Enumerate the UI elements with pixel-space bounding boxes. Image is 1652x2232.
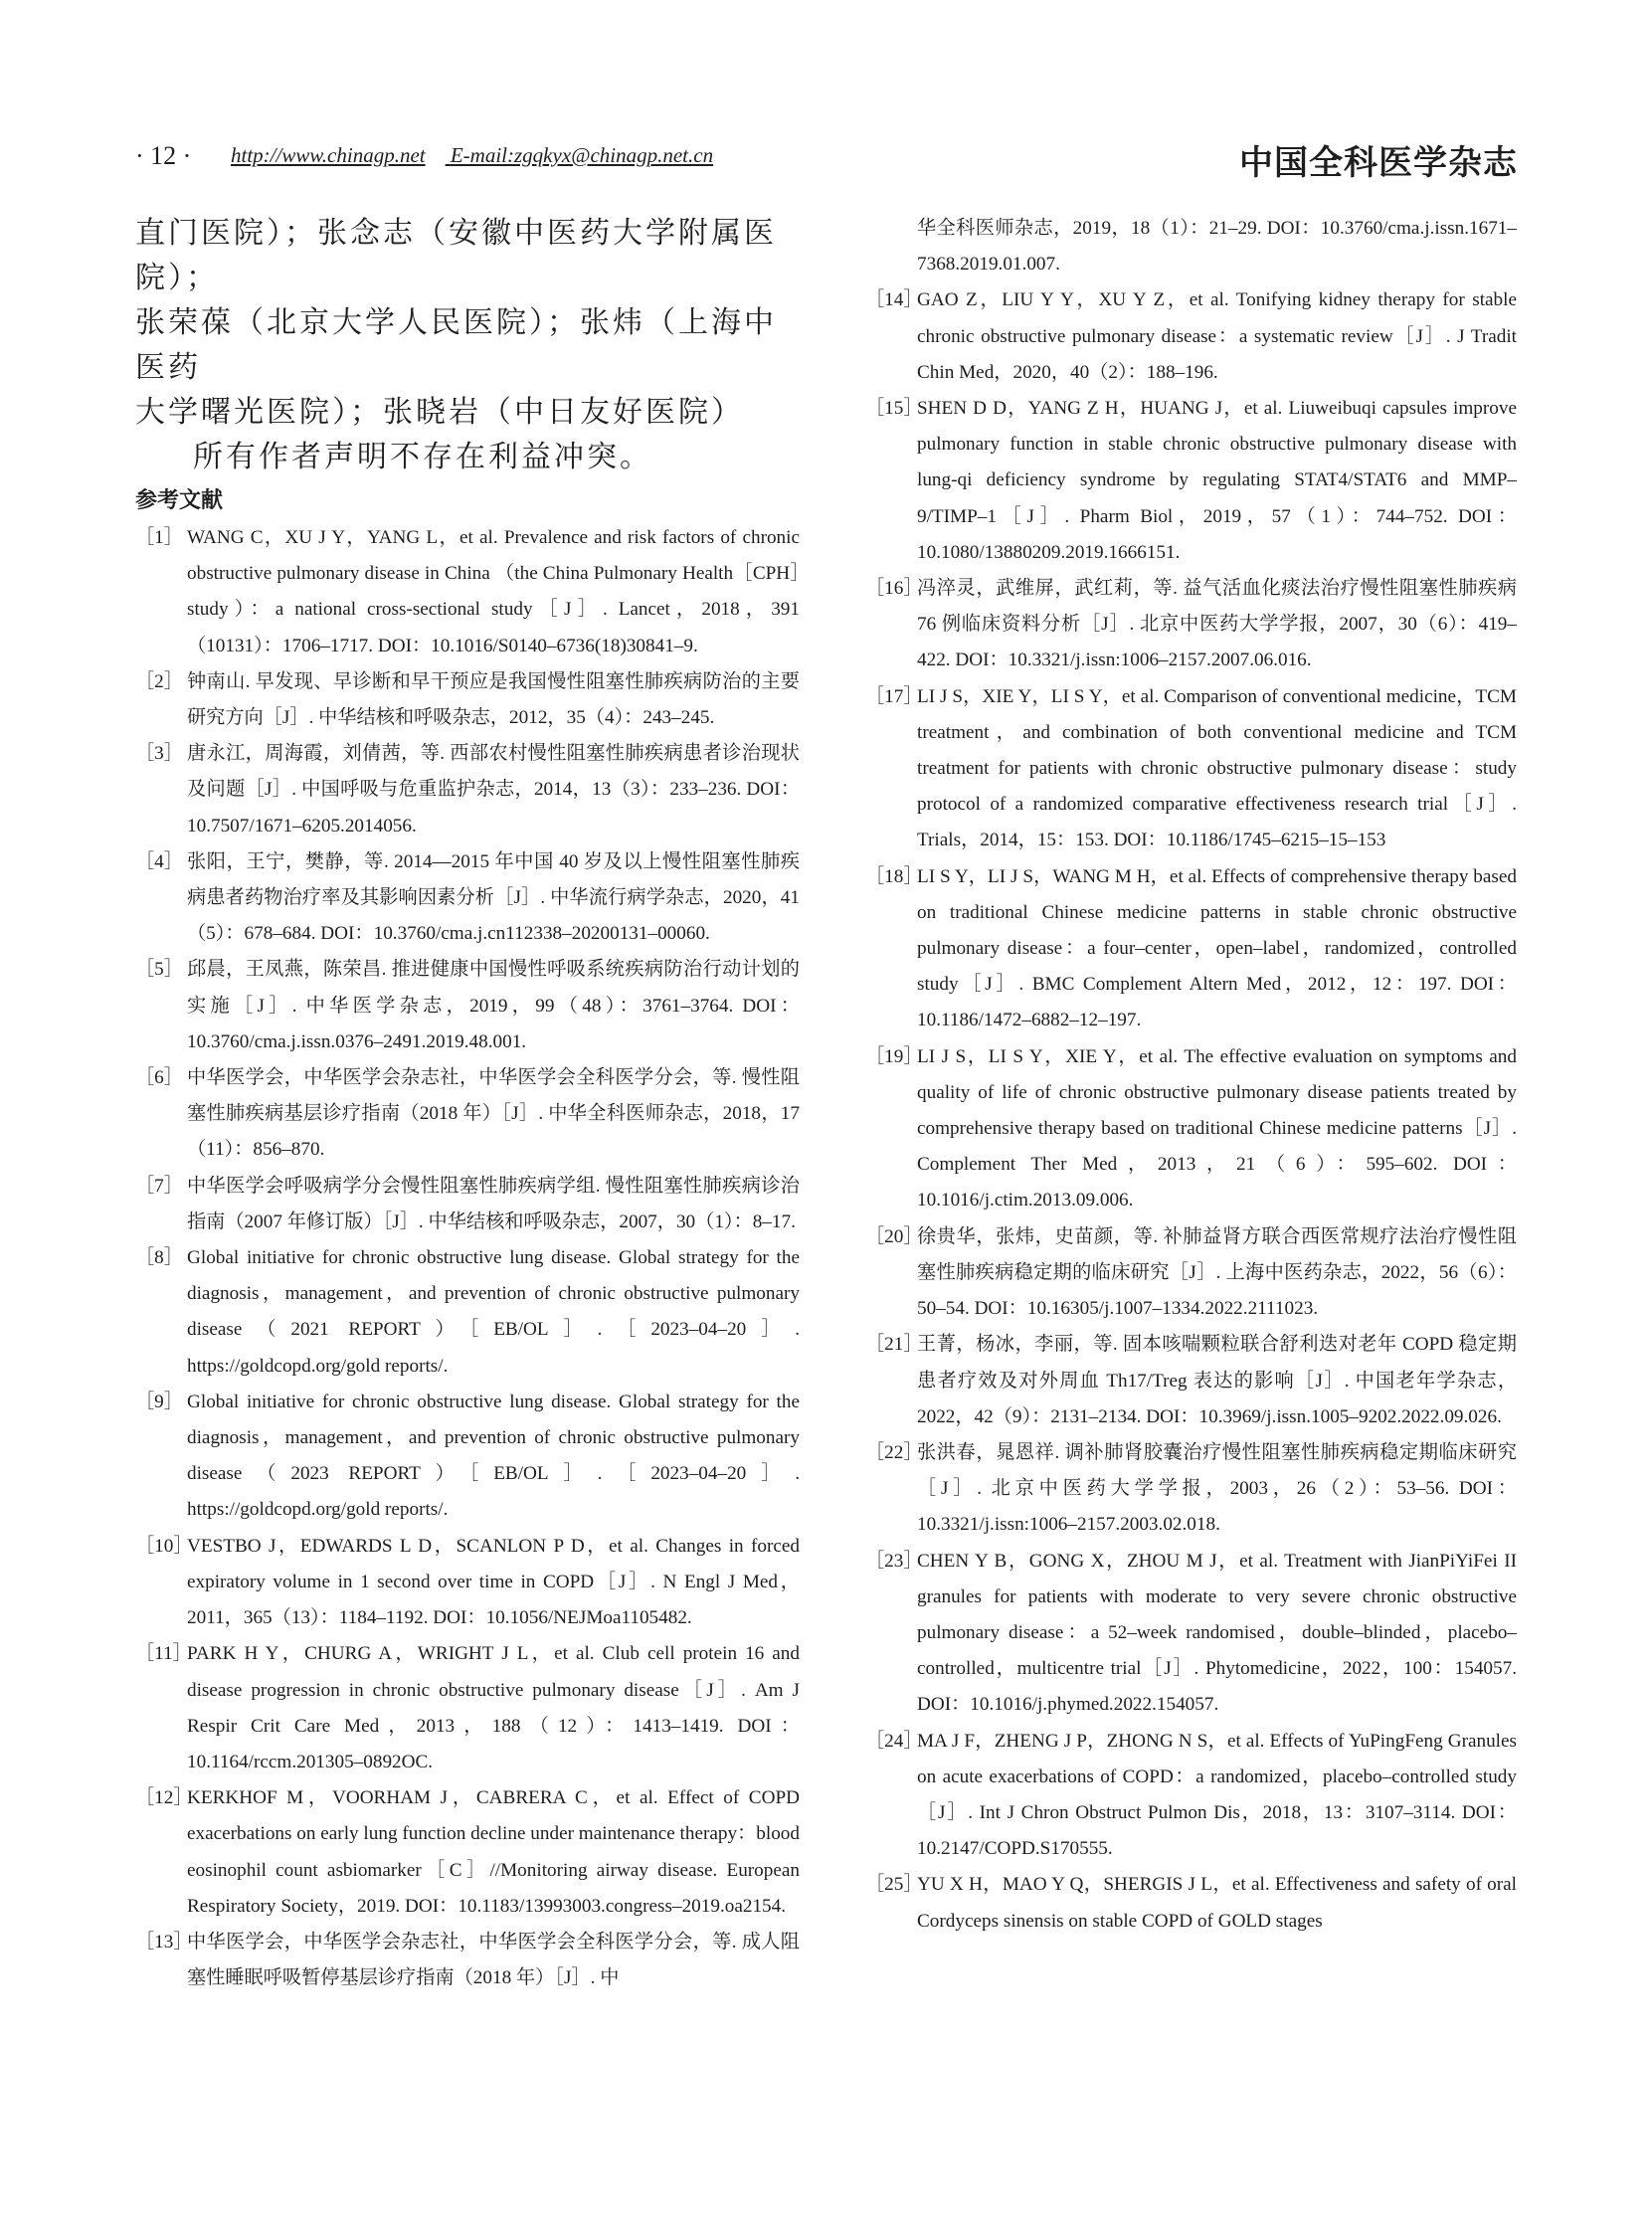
journal-email-link[interactable]: E-mail:zgqkyx@chinagp.net.cn — [450, 143, 714, 167]
reference-item — [865, 1327, 1517, 1435]
reference-item — [135, 1925, 800, 1996]
reference-number: ［6］ — [135, 1067, 183, 1089]
reference-item — [865, 282, 1517, 391]
reference-text: 中华医学会呼吸病学分会慢性阻塞性肺疾病学组. 慢性阻塞性肺疾病诊治指南（2007 年修订版）［J］. 中华结核和呼吸杂志，2007，30（1）：8–17. — [187, 1175, 800, 1232]
body-line: 张荣葆（北京大学人民医院）；张炜（上海中医药 — [135, 305, 777, 385]
reference-number: ［23］ — [865, 1550, 923, 1572]
reference-list-left — [135, 520, 800, 1996]
reference-text: LI J S，LI S Y，XIE Y，et al. The effective evaluation on symptoms and quality of life of chronic obstructive pulmonary disease patients treated by comprehensive therapy based on traditional Chinese medicine patterns［J］. Complement Ther Med，2013，21（6）：595–602. DOI：10.1016/j.ctim.2013.09.006. — [917, 1045, 1517, 1211]
reference-text: GAO Z，LIU Y Y，XU Y Z，et al. Tonifying kidney therapy for stable chronic obstructive pulmonary disease：a systematic review［J］. J Tradit Chin Med，2020，40（2）：188–196. — [917, 289, 1517, 383]
reference-text: SHEN D D，YANG Z H，HUANG J，et al. Liuweibuqi capsules improve pulmonary function in stable chronic obstructive pulmonary disease with lung-qi deficiency syndrome by regulating STAT4/STAT6 and MMP–9/TIMP–1［J］. Pharm Biol，2019，57（1）：744–752. DOI：10.1080/13880209.2019.1666151. — [917, 398, 1517, 563]
reference-number: ［4］ — [135, 850, 183, 872]
reference-number: ［11］ — [135, 1643, 192, 1665]
reference-number: ［13］ — [135, 1931, 193, 1953]
reference-number: ［20］ — [865, 1225, 923, 1247]
reference-item — [135, 1240, 800, 1385]
reference-list-right — [865, 282, 1517, 1939]
reference-text: 王菁，杨冰，李丽，等. 固本咳喘颗粒联合舒利迭对老年 COPD 稳定期患者疗效及对外周血 Th17/Treg 表达的影响［J］. 中国老年学杂志，2022，42（9）：2131–2134. DOI：10.3969/j.issn.1005–9202.2022.09.026. — [917, 1334, 1517, 1427]
body-paragraph — [135, 211, 800, 479]
reference-text: VESTBO J，EDWARDS L D，SCANLON P D，et al. Changes in forced expiratory volume in 1 second over time in COPD［J］. N Engl J Med，2011，365（13）：1184–1192. DOI：10.1056/NEJMoa1105482. — [187, 1535, 800, 1629]
reference-item — [865, 391, 1517, 571]
reference-text: WANG C，XU J Y，YANG L，et al. Prevalence and risk factors of chronic obstructive pulmonary disease in China （the China Pulmonary Health［CPH］study）：a national cross-sectional study［J］. Lancet，2018，391（10131）：1706–1717. DOI：10.1016/S0140–6736(18)30841–9. — [187, 527, 800, 656]
reference-number: ［18］ — [865, 865, 923, 887]
reference-continuation: 华全科医师杂志，2019，18（1）：21–29. DOI：10.3760/cma.j.issn.1671–7368.2019.01.007. — [917, 218, 1517, 276]
reference-number: ［5］ — [135, 959, 183, 981]
reference-item — [135, 952, 800, 1060]
reference-text: 唐永江，周海霞，刘倩茜，等. 西部农村慢性阻塞性肺疾病患者诊治现状及问题［J］. 中国呼吸与危重监护杂志，2014，13（3）：233–236. DOI：10.7507/1671–6205.2014056. — [187, 743, 801, 837]
reference-text: 冯淬灵，武维屏，武红莉，等. 益气活血化痰法治疗慢性阻塞性肺疾病 76 例临床资料分析［J］. 北京中医药大学学报，2007，30（6）：419–422. DOI：10.3321/j.issn:1006–2157.2007.06.016. — [917, 578, 1517, 671]
reference-number: ［8］ — [135, 1247, 183, 1269]
reference-number: ［16］ — [865, 578, 923, 600]
reference-text: 中华医学会，中华医学会杂志社，中华医学会全科医学分会，等. 成人阻塞性睡眠呼吸暂停基层诊疗指南（2018 年）［J］. 中 — [187, 1931, 800, 1989]
reference-number: ［10］ — [135, 1535, 193, 1557]
reference-item — [865, 1039, 1517, 1219]
reference-text: KERKHOF M，VOORHAM J，CABRERA C，et al. Effect of COPD exacerbations on early lung function decline under maintenance therapy：blood eosinophil count asbiomarker［C］//Monitoring airway disease. European Respiratory Society，2019. DOI：10.1183/13993003.congress–2019.oa2154. — [187, 1787, 800, 1917]
reference-number: ［7］ — [135, 1175, 183, 1197]
body-line: 直门医院）；张念志（安徽中医药大学附属医院）； — [135, 216, 777, 295]
reference-item — [865, 1544, 1517, 1724]
page-number: · 12 · — [135, 141, 192, 170]
reference-number: ［17］ — [865, 685, 923, 707]
body-line: 大学曙光医院）；张晓岩（中日友好医院） — [135, 395, 744, 430]
reference-number: ［3］ — [135, 743, 183, 765]
reference-item — [865, 1867, 1517, 1939]
reference-number: ［9］ — [135, 1391, 183, 1412]
reference-item — [865, 571, 1517, 679]
right-column — [865, 211, 1517, 1940]
reference-number: ［2］ — [135, 670, 183, 692]
left-column — [135, 211, 800, 1996]
reference-item — [135, 1169, 800, 1240]
reference-item — [865, 1724, 1517, 1868]
page-header — [135, 135, 1518, 185]
reference-item — [135, 1780, 800, 1925]
reference-text: 张阳，王宁，樊静，等. 2014—2015 年中国 40 岁及以上慢性阻塞性肺疾病患者药物治疗率及其影响因素分析［J］. 中华流行病学杂志，2020，41（5）：678–684. DOI：10.3760/cma.j.cn112338–20200131–00060. — [187, 850, 800, 945]
reference-item — [135, 1385, 800, 1529]
reference-item — [135, 664, 800, 736]
reference-number: ［24］ — [865, 1730, 923, 1752]
reference-item — [135, 736, 800, 844]
journal-url-link[interactable]: http://www.chinagp.net — [231, 143, 426, 167]
header-links — [231, 143, 733, 168]
references-heading: 参考文献 — [135, 488, 224, 513]
reference-text: 中华医学会，中华医学会杂志社，中华医学会全科医学分会，等. 慢性阻塞性肺疾病基层诊疗指南（2018 年）［J］. 中华全科医师杂志，2018，17（11）：856–870. — [187, 1067, 800, 1161]
reference-item — [865, 679, 1517, 859]
reference-number: ［25］ — [865, 1874, 923, 1896]
reference-text: MA J F，ZHENG J P，ZHONG N S，et al. Effects of YuPingFeng Granules on acute exacerbations of COPD：a randomized，placebo–controlled study［J］. Int J Chron Obstruct Pulmon Dis，2018，13：3107–3114. DOI：10.2147/COPD.S170555. — [917, 1730, 1517, 1860]
reference-text: LI S Y，LI J S，WANG M H，et al. Effects of comprehensive therapy based on traditional Chinese medicine patterns in stable chronic obstructive pulmonary disease：a four–center，open–label，randomized，controlled study［J］. BMC Complement Altern Med，2012，12：197. DOI：10.1186/1472–6882–12–197. — [917, 865, 1517, 1031]
reference-text: Global initiative for chronic obstructive lung disease. Global strategy for the diagnosis，management，and prevention of chronic obstructive pulmonary disease（2023 REPORT）［EB/OL］.［2023–04–20］. https://goldcopd.org/gold reports/. — [187, 1391, 800, 1521]
reference-item — [135, 520, 800, 664]
reference-text: CHEN Y B，GONG X，ZHOU M J，et al. Treatment with JianPiYiFei II granules for patients with moderate to very severe chronic obstructive pulmonary disease：a 52–week randomised，double–blinded，placebo–controlled，multicentre trial［J］. Phytomedicine，2022，100：154057. DOI：10.1016/j.phymed.2022.154057. — [917, 1550, 1517, 1716]
reference-number: ［22］ — [865, 1441, 923, 1463]
reference-text: LI J S，XIE Y，LI S Y，et al. Comparison of conventional medicine，TCM treatment，and combination of both conventional medicine and TCM treatment for patients with chronic obstructive pulmonary disease：study protocol of a randomized comparative effectiveness research trial［J］. Trials，2014，15：153. DOI：10.1186/1745–6215–15–153 — [917, 685, 1517, 851]
reference-text: 徐贵华，张炜，史苗颜，等. 补肺益肾方联合西医常规疗法治疗慢性阻塞性肺疾病稳定期的临床研究［J］. 上海中医药杂志，2022，56（6）：50–54. DOI：10.16305/j.1007–1334.2022.2111023. — [917, 1225, 1517, 1320]
reference-item — [135, 844, 800, 953]
reference-number: ［21］ — [865, 1334, 923, 1356]
conflict-statement: 所有作者声明不存在利益冲突。 — [193, 440, 652, 474]
reference-text: PARK H Y，CHURG A，WRIGHT J L，et al. Club cell protein 16 and disease progression in chronic obstructive pulmonary disease［J］. Am J Respir Crit Care Med，2013，188（12）：1413–1419. DOI：10.1164/rccm.201305–0892OC. — [187, 1643, 800, 1772]
journal-name: 中国全科医学杂志 — [1239, 143, 1518, 183]
reference-text: YU X H，MAO Y Q，SHERGIS J L，et al. Effectiveness and safety of oral Cordyceps sinensis on stable COPD of GOLD stages — [917, 1874, 1517, 1932]
reference-text: 张洪春，晁恩祥. 调补肺肾胶囊治疗慢性阻塞性肺疾病稳定期临床研究［J］. 北京中医药大学学报，2003，26（2）：53–56. DOI：10.3321/j.issn:1006–2157.2003.02.018. — [917, 1441, 1517, 1536]
reference-number: ［1］ — [135, 527, 183, 548]
reference-item — [135, 1060, 800, 1169]
reference-text: 钟南山. 早发现、早诊断和早干预应是我国慢性阻塞性肺疾病防治的主要研究方向［J］. 中华结核和呼吸杂志，2012，35（4）：243–245. — [187, 670, 800, 729]
reference-number: ［15］ — [865, 398, 923, 420]
reference-number: ［19］ — [865, 1045, 923, 1067]
reference-item — [865, 1435, 1517, 1544]
reference-item — [135, 1529, 800, 1637]
reference-number: ［12］ — [135, 1787, 193, 1809]
reference-number: ［14］ — [865, 289, 923, 311]
reference-text: 邱晨，王凤燕，陈荣昌. 推进健康中国慢性呼吸系统疾病防治行动计划的实施［J］. 中华医学杂志，2019，99（48）：3761–3764. DOI：10.3760/cma.j.issn.0376–2491.2019.48.001. — [187, 959, 800, 1052]
reference-text: Global initiative for chronic obstructive lung disease. Global strategy for the diagnosis，management，and prevention of chronic obstructive pulmonary disease（2021 REPORT）［EB/OL］.［2023–04–20］. https://goldcopd.org/gold reports/. — [187, 1247, 800, 1377]
reference-item — [865, 1219, 1517, 1328]
reference-item — [865, 859, 1517, 1039]
reference-item — [135, 1636, 800, 1780]
